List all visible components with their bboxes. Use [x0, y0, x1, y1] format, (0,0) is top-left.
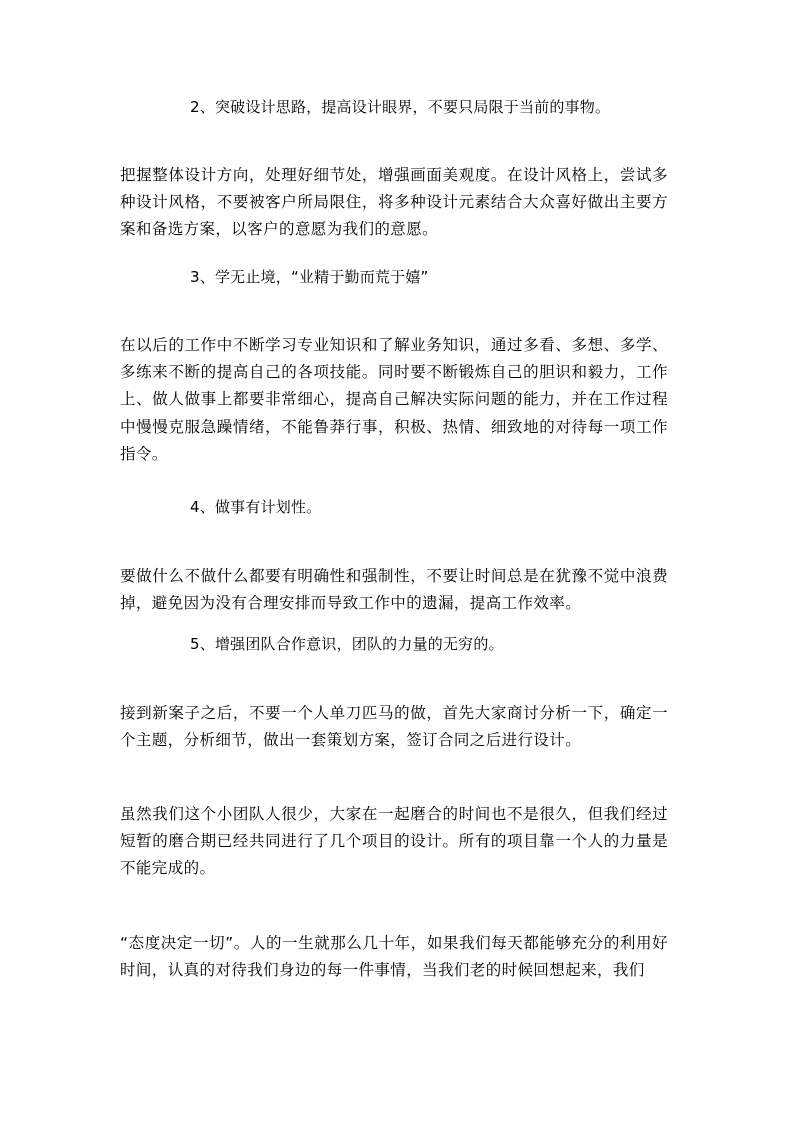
paragraph-design-direction: 把握整体设计方向，处理好细节处，增强画面美观度。在设计风格上，尝试多种设计风格，不要被客户所局限住，将多种设计元素结合大众喜好做出主要方案和备选方案，以客户的意愿为我们的意愿。: [120, 166, 668, 239]
paragraph-continuous-learning: 在以后的工作中不断学习专业知识和了解业务知识，通过多看、多想、多学、多练来不断的提高自己的各项技能。同时要不断锻炼自己的胆识和毅力，工作上、做人做事上都要非常细心，提高自己解决实际问题的能力，并在工作过程中慢慢克服急躁情绪，不能鲁莽行事，积极、热情、细致地的对待每一项工作指令。: [120, 336, 668, 463]
section-heading-3: 3、学无止境，“业精于勤而荒于嬉”: [190, 268, 429, 286]
paragraph-attitude: “态度决定一切”。人的一生就那么几十年，如果我们每天都能够充分的利用好时间，认真的对待我们身边的每一件事情，当我们老的时候回想起来，我们: [120, 934, 668, 980]
paragraph-planning: 要做什么不做什么都要有明确性和强制性，不要让时间总是在犹豫不觉中浪费掉，避免因为没有合理安排而导致工作中的遗漏，提高工作效率。: [120, 567, 668, 613]
section-heading-4: 4、做事有计划性。: [190, 498, 322, 516]
section-heading-2: 2、突破设计思路，提高设计眼界，不要只局限于当前的事物。: [190, 98, 611, 116]
paragraph-new-case-process: 接到新案子之后，不要一个人单刀匹马的做，首先大家商讨分析一下，确定一个主题，分析细节，做出一套策划方案，签订合同之后进行设计。: [120, 704, 668, 750]
paragraph-team-running-in: 虽然我们这个小团队人很少，大家在一起磨合的时间也不是很久，但我们经过短暂的磨合期已经共同进行了几个项目的设计。所有的项目靠一个人的力量是不能完成的。: [120, 805, 668, 878]
section-heading-5: 5、增强团队合作意识，团队的力量的无穷的。: [190, 635, 504, 653]
